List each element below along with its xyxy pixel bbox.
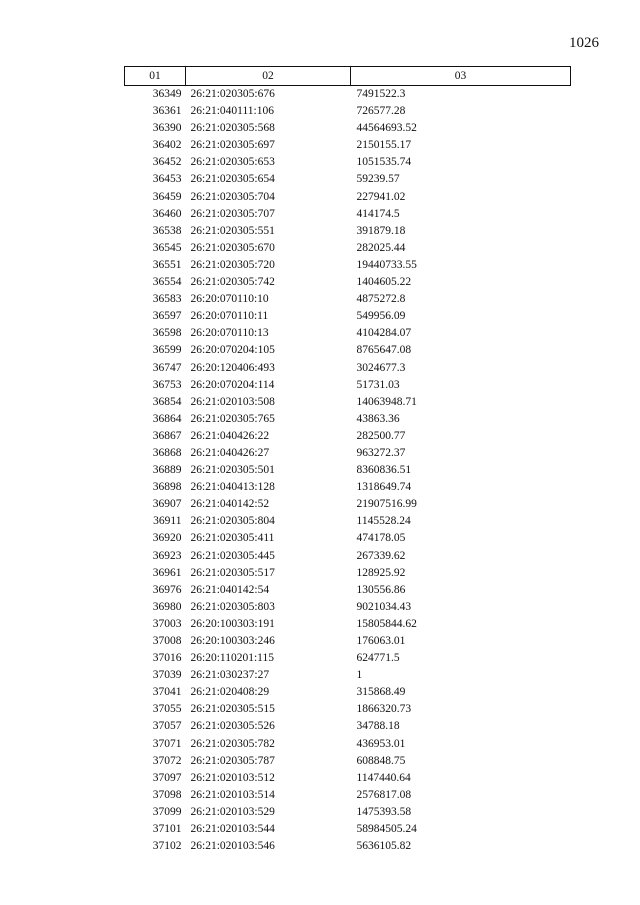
table-row [125, 684, 571, 701]
cell-cadastral-number: 26:21:020305:707 [190, 207, 275, 220]
table-row [125, 189, 571, 206]
cell-value: 43863.36 [356, 412, 400, 425]
table-row [125, 257, 571, 274]
cell-value: 227941.02 [356, 190, 406, 203]
table-row [125, 565, 571, 582]
table-row [125, 137, 571, 154]
cell-value: 267339.62 [356, 549, 406, 562]
table-row [125, 787, 571, 804]
cell-id: 37055 [152, 703, 182, 716]
cell-cadastral-number: 26:21:020305:804 [190, 515, 275, 528]
cell-id: 36402 [152, 139, 182, 152]
table-row [125, 223, 571, 240]
cell-id: 37016 [152, 652, 182, 665]
table-row [125, 274, 571, 291]
table-body [125, 86, 571, 856]
cell-value: 414174.5 [356, 207, 400, 220]
table-row [125, 103, 571, 120]
column-header-01: 01 [125, 67, 186, 86]
cell-value: 282025.44 [356, 241, 406, 254]
table-row [125, 667, 571, 684]
cell-id: 37041 [152, 686, 182, 699]
table-row [125, 411, 571, 428]
cell-id: 37057 [152, 720, 182, 733]
table-row [125, 650, 571, 667]
cell-id: 36452 [152, 156, 182, 169]
table-row [125, 206, 571, 223]
cell-cadastral-number: 26:20:100303:246 [190, 635, 275, 647]
cell-id: 37097 [152, 771, 182, 784]
cell-id: 36554 [152, 276, 182, 289]
cell-value: 44564693.52 [356, 122, 417, 135]
cell-value: 608848.75 [356, 754, 406, 767]
cell-cadastral-number: 26:21:020305:782 [190, 737, 275, 750]
cell-cadastral-number: 26:21:020408:29 [190, 686, 270, 699]
cell-value: 3024677.3 [356, 361, 406, 374]
table-row [125, 838, 571, 855]
cell-value: 1145528.24 [356, 515, 411, 528]
table-row [125, 462, 571, 479]
cell-cadastral-number: 26:21:020305:720 [190, 258, 275, 271]
cell-id: 36545 [152, 241, 182, 254]
table-row [125, 530, 571, 547]
cell-id: 36599 [152, 344, 182, 357]
cell-value: 1475393.58 [356, 805, 412, 818]
cell-cadastral-number: 26:21:040413:128 [190, 481, 275, 494]
cell-cadastral-number: 26:21:020305:653 [190, 156, 275, 169]
cell-id: 36753 [152, 378, 182, 391]
cell-value: 8765647.08 [356, 344, 412, 357]
cell-value: 1147440.64 [356, 771, 411, 784]
cell-value: 1866320.73 [356, 703, 412, 716]
cell-value: 58984505.24 [356, 823, 417, 836]
cell-id: 37003 [152, 617, 182, 630]
cell-id: 36551 [152, 258, 182, 271]
cell-id: 36911 [153, 515, 182, 528]
cell-value: 4104284.07 [356, 327, 412, 340]
cell-value: 1 [356, 669, 363, 682]
cell-value: 130556.86 [356, 583, 406, 596]
cell-id: 37099 [152, 805, 182, 818]
cell-value: 282500.77 [356, 429, 406, 442]
cell-id: 36460 [152, 207, 182, 220]
table-row [125, 325, 571, 342]
cell-cadastral-number: 26:21:020103:529 [190, 805, 275, 818]
cell-cadastral-number: 26:20:070204:105 [190, 344, 275, 357]
cell-value: 34788.18 [356, 720, 400, 733]
cell-cadastral-number: 26:21:040426:27 [190, 446, 270, 459]
table-row [125, 753, 571, 770]
cell-cadastral-number: 26:21:020305:787 [190, 754, 275, 767]
table-row [125, 479, 571, 496]
cell-cadastral-number: 26:21:020305:670 [190, 241, 275, 254]
table-row [125, 240, 571, 257]
cell-value: 2576817.08 [356, 788, 412, 801]
cell-value: 391879.18 [356, 224, 406, 237]
cell-id: 36889 [152, 464, 182, 477]
cell-cadastral-number: 26:21:020305:501 [190, 464, 275, 477]
cell-cadastral-number: 26:21:020305:517 [190, 566, 275, 579]
cell-cadastral-number: 26:21:020305:704 [190, 190, 275, 203]
cell-value: 19440733.55 [356, 258, 417, 271]
cell-id: 36864 [152, 412, 182, 425]
cell-cadastral-number: 26:21:020305:654 [190, 173, 275, 186]
cell-cadastral-number: 26:21:020305:742 [190, 276, 275, 289]
table-row [125, 360, 571, 377]
cell-cadastral-number: 26:20:100303:191 [190, 617, 275, 630]
cell-cadastral-number: 26:20:120406:493 [190, 361, 275, 374]
column-header-02: 02 [186, 67, 351, 86]
cell-value: 59239.57 [356, 173, 400, 186]
table-row [125, 120, 571, 137]
cell-cadastral-number: 26:21:020305:526 [190, 720, 275, 733]
cell-cadastral-number: 26:20:070110:10 [190, 293, 269, 306]
cell-id: 36597 [152, 310, 182, 323]
cell-id: 36961 [152, 566, 182, 579]
cell-id: 36898 [152, 481, 182, 494]
cell-value: 315868.49 [356, 686, 406, 699]
cell-id: 36980 [152, 600, 182, 613]
cell-id: 36361 [152, 105, 182, 118]
cell-id: 37098 [152, 788, 182, 801]
cell-cadastral-number: 26:21:040111:106 [190, 105, 274, 118]
cell-id: 36349 [152, 88, 182, 100]
cell-cadastral-number: 26:21:020305:445 [190, 549, 275, 562]
table-row [125, 718, 571, 735]
cell-id: 36538 [152, 224, 182, 237]
cell-id: 36920 [152, 532, 182, 545]
table-row [125, 513, 571, 530]
table-row [125, 342, 571, 359]
table-row [125, 428, 571, 445]
cell-cadastral-number: 26:21:020305:551 [190, 224, 275, 237]
cell-id: 37072 [152, 754, 182, 767]
cell-value: 176063.01 [356, 635, 406, 647]
table-row [125, 701, 571, 718]
cell-id: 36459 [152, 190, 182, 203]
table-row [125, 616, 571, 633]
table-row [125, 770, 571, 787]
cell-cadastral-number: 26:21:040142:52 [190, 498, 270, 511]
cell-value: 7491522.3 [356, 88, 406, 100]
table-header-row [125, 67, 571, 86]
cell-id: 37071 [152, 737, 182, 750]
cell-cadastral-number: 26:21:030237:27 [190, 669, 270, 682]
table-row [125, 445, 571, 462]
cell-value: 128925.92 [356, 566, 406, 579]
cell-value: 8360836.51 [356, 464, 412, 477]
cell-value: 963272.37 [356, 446, 406, 459]
cell-value: 474178.05 [356, 532, 406, 545]
table-row [125, 308, 571, 325]
cell-value: 15805844.62 [356, 617, 417, 630]
table-row [125, 86, 571, 104]
table-row [125, 804, 571, 821]
cell-value: 9021034.43 [356, 600, 412, 613]
cell-cadastral-number: 26:20:070110:13 [190, 327, 269, 340]
cell-value: 51731.03 [356, 378, 400, 391]
table-row [125, 548, 571, 565]
cell-id: 36907 [152, 498, 182, 511]
table-row [125, 496, 571, 513]
cell-cadastral-number: 26:21:020305:411 [190, 532, 275, 545]
table-row [125, 633, 571, 650]
cell-value: 549956.09 [356, 310, 406, 323]
data-table [124, 66, 571, 855]
table-row [125, 582, 571, 599]
cell-cadastral-number: 26:21:020305:765 [190, 412, 275, 425]
cell-value: 14063948.71 [356, 395, 417, 408]
cell-cadastral-number: 26:21:020305:568 [190, 122, 275, 135]
cell-id: 36868 [152, 446, 182, 459]
cell-value: 21907516.99 [356, 498, 417, 511]
cell-id: 36867 [152, 429, 182, 442]
cell-id: 36598 [152, 327, 182, 340]
table-row [125, 736, 571, 753]
cell-value: 2150155.17 [356, 139, 412, 152]
cell-cadastral-number: 26:21:020103:512 [190, 771, 275, 784]
cell-cadastral-number: 26:21:020103:546 [190, 840, 275, 853]
table-row [125, 821, 571, 838]
cell-id: 37039 [152, 669, 182, 682]
cell-value: 1318649.74 [356, 481, 412, 494]
cell-value: 4875272.8 [356, 293, 406, 306]
cell-cadastral-number: 26:21:020305:697 [190, 139, 275, 152]
cell-id: 36390 [152, 122, 182, 135]
cell-cadastral-number: 26:21:020305:803 [190, 600, 275, 613]
table-row [125, 171, 571, 188]
column-header-03: 03 [351, 67, 571, 86]
cell-id: 36854 [152, 395, 182, 408]
table-row [125, 377, 571, 394]
cell-value: 624771.5 [356, 652, 400, 665]
cell-cadastral-number: 26:20:110201:115 [190, 652, 274, 665]
cell-value: 5636105.82 [356, 840, 412, 853]
cell-cadastral-number: 26:21:040426:22 [190, 429, 270, 442]
table-row [125, 291, 571, 308]
cell-id: 36747 [152, 361, 182, 374]
table-row [125, 394, 571, 411]
cell-cadastral-number: 26:20:070110:11 [190, 310, 269, 323]
cell-cadastral-number: 26:21:020305:515 [190, 703, 275, 716]
cell-id: 36976 [152, 583, 182, 596]
cell-value: 436953.01 [356, 737, 406, 750]
cell-id: 36453 [152, 173, 182, 186]
cell-cadastral-number: 26:21:020103:544 [190, 823, 275, 836]
page-number: 1026 [569, 35, 599, 51]
cell-value: 1051535.74 [356, 156, 412, 169]
cell-id: 37101 [152, 823, 182, 836]
cell-id: 36923 [152, 549, 182, 562]
cell-cadastral-number: 26:21:020103:508 [190, 395, 275, 408]
cell-value: 1404605.22 [356, 276, 412, 289]
cell-id: 37008 [152, 635, 182, 647]
cell-id: 36583 [152, 293, 182, 306]
cell-cadastral-number: 26:21:040142:54 [190, 583, 270, 596]
table-row [125, 154, 571, 171]
cell-cadastral-number: 26:21:020103:514 [190, 788, 275, 801]
cell-cadastral-number: 26:20:070204:114 [190, 378, 275, 391]
cell-cadastral-number: 26:21:020305:676 [190, 88, 275, 100]
cell-id: 37102 [152, 840, 182, 853]
table-row [125, 599, 571, 616]
cell-value: 726577.28 [356, 105, 406, 118]
